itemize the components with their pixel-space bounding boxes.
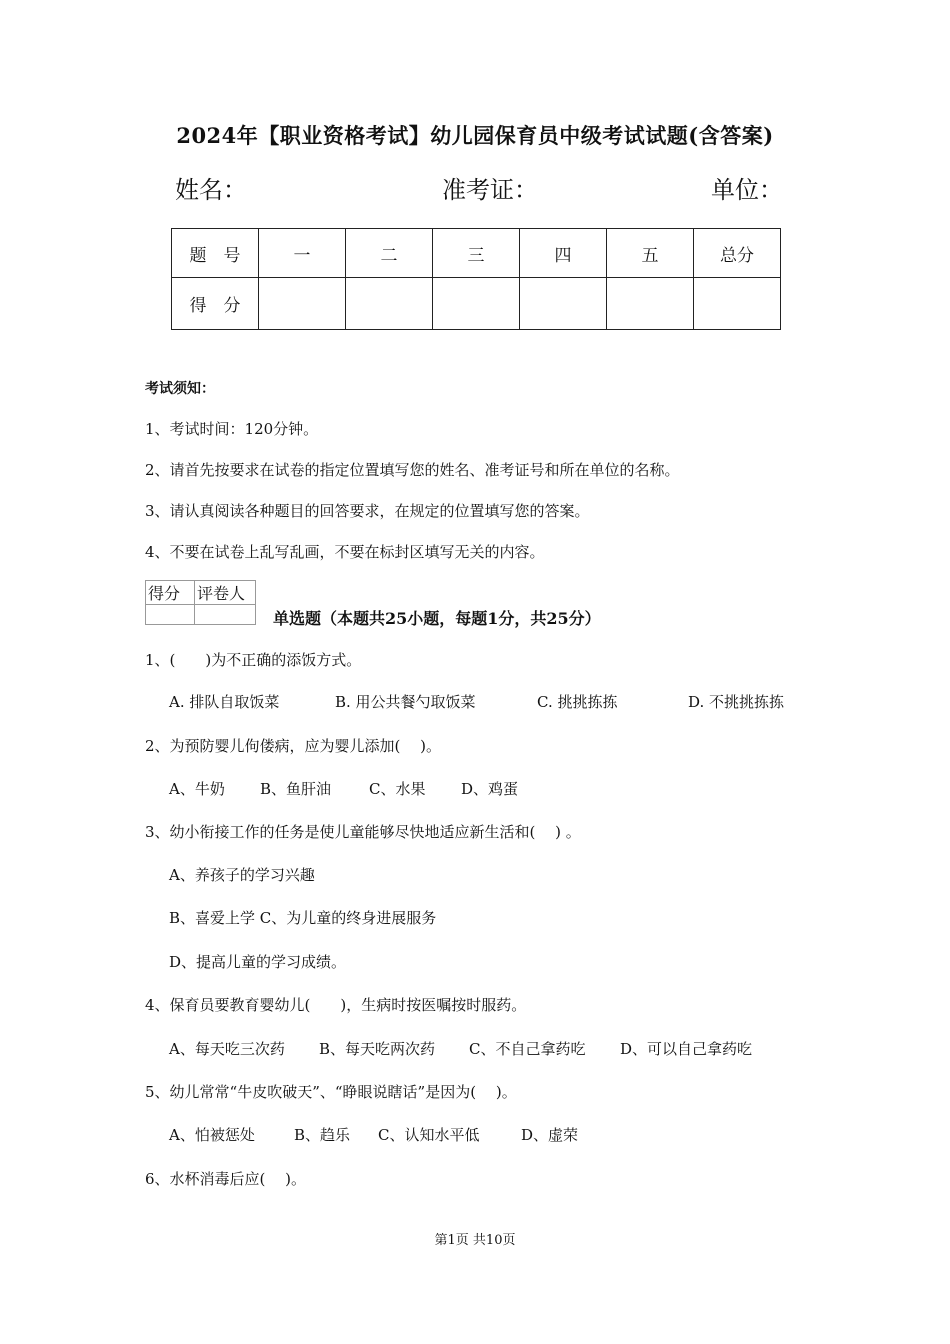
score-cell[interactable] [259, 278, 346, 330]
option: B、喜爱上学 C、为儿童的终身进展服务 [169, 909, 437, 927]
option: D、可以自己拿药吃 [620, 1040, 753, 1058]
grader-name-cell[interactable] [195, 605, 256, 625]
question-stem: 2、为预防婴儿佝偻病，应为婴儿添加( )。 [145, 737, 442, 755]
score-header-cell: 四 [520, 229, 607, 278]
option: C、认知水平低 [378, 1126, 480, 1144]
question-stem: 3、幼小衔接工作的任务是使儿童能够尽快地适应新生活和( ) 。 [145, 823, 581, 841]
option: C、水果 [369, 780, 426, 798]
question-stem: 1、( )为不正确的添饭方式。 [145, 651, 362, 669]
exam-id-label: 准考证： [442, 176, 538, 204]
unit-label: 单位： [711, 176, 783, 204]
option: D. 不挑挑拣拣 [688, 693, 785, 711]
score-cell[interactable] [607, 278, 694, 330]
score-header-cell: 题 号 [172, 229, 259, 278]
grader-score-label: 得分 [146, 581, 195, 605]
grader-score-cell[interactable] [146, 605, 195, 625]
option: C、不自己拿药吃 [469, 1040, 586, 1058]
score-cell[interactable] [433, 278, 520, 330]
notice-heading: 考试须知： [145, 381, 215, 397]
section-title: 单选题（本题共25小题，每题1分，共25分） [273, 609, 601, 628]
notice-item: 2、请首先按要求在试卷的指定位置填写您的姓名、准考证号和所在单位的名称。 [145, 461, 680, 479]
score-header-cell: 五 [607, 229, 694, 278]
option: D、虚荣 [521, 1126, 579, 1144]
grader-box [145, 580, 256, 625]
score-header-cell: 总分 [694, 229, 781, 278]
score-header-cell: 二 [346, 229, 433, 278]
option: A、怕被惩处 [169, 1126, 255, 1144]
score-table-score-row [172, 278, 781, 330]
option: D、提高儿童的学习成绩。 [169, 953, 347, 971]
notice-item: 3、请认真阅读各种题目的回答要求，在规定的位置填写您的答案。 [145, 502, 590, 520]
option: A、牛奶 [169, 780, 225, 798]
notice-item: 1、考试时间：120分钟。 [145, 420, 319, 438]
notice-item: 4、不要在试卷上乱写乱画，不要在标封区填写无关的内容。 [145, 543, 545, 561]
question-stem: 5、幼儿常常“牛皮吹破天”、“睁眼说瞎话”是因为( )。 [145, 1083, 517, 1101]
score-table [171, 228, 781, 330]
score-header-cell: 一 [259, 229, 346, 278]
option: C. 挑挑拣拣 [537, 693, 618, 711]
name-label: 姓名： [175, 176, 247, 204]
score-cell[interactable] [694, 278, 781, 330]
option: B、趋乐 [294, 1126, 351, 1144]
score-table-header-row [172, 229, 781, 278]
page-footer: 第1页 共10页 [434, 1233, 516, 1248]
question-stem: 4、保育员要教育婴幼儿( )，生病时按医嘱按时服药。 [145, 996, 527, 1014]
option: B、鱼肝油 [260, 780, 332, 798]
score-row-label: 得 分 [172, 278, 259, 330]
option: B. 用公共餐勺取饭菜 [335, 693, 476, 711]
option: D、鸡蛋 [461, 780, 519, 798]
score-cell[interactable] [520, 278, 607, 330]
exam-title: 2024年【职业资格考试】幼儿园保育员中级考试试题(含答案) [176, 123, 774, 148]
option: B、每天吃两次药 [319, 1040, 436, 1058]
question-stem: 6、水杯消毒后应( )。 [145, 1170, 307, 1188]
option: A. 排队自取饭菜 [169, 693, 280, 711]
option: A、每天吃三次药 [169, 1040, 285, 1058]
score-header-cell: 三 [433, 229, 520, 278]
score-cell[interactable] [346, 278, 433, 330]
grader-name-label: 评卷人 [195, 581, 256, 605]
option: A、养孩子的学习兴趣 [169, 866, 315, 884]
